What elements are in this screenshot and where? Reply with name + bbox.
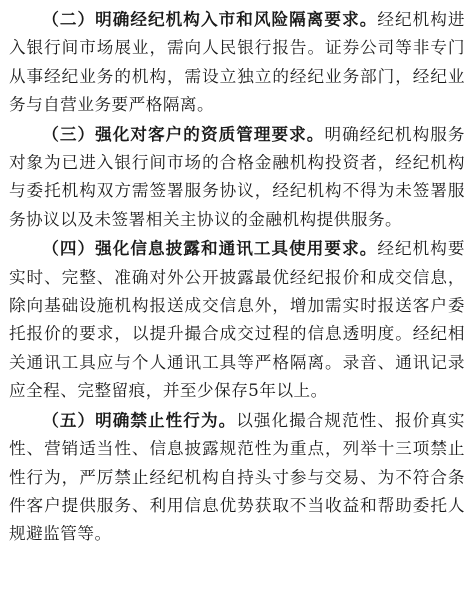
paragraph-broker-entry-isolation	[9, 5, 465, 120]
paragraph-body: 以强化撮合规范性、报价真实性、营销适当性、信息披露规范性为重点，列举十三项禁止性行为，严厉禁止经纪机构自持头寸参与交易、为不符合条件客户提供服务、利用信息优势获取不当收益和帮助委托人规避监管等。	[9, 410, 466, 544]
paragraph-body: 经纪机构要实时、完整、准确对外公开披露最优经纪报价和成交信息，除向基础设施机构报送成交信息外，增加需实时报送客户委托报价的要求，以提升撮合成交过程的信息透明度。经纪相关通讯工具应与个人通讯工具等严格隔离。录音、通讯记录应全程、完整留痕，并至少保存5年以上。	[9, 239, 466, 401]
section-heading: （三）强化对客户的资质管理要求。	[42, 123, 325, 144]
section-heading: （五）明确禁止性行为。	[42, 409, 237, 430]
paragraph-prohibited-conduct	[9, 406, 465, 549]
paragraph-client-qualification	[9, 120, 465, 235]
paragraph-body: 明确经纪机构服务对象为已进入银行间市场的合格金融机构投资者，经纪机构与委托机构双方需签署服务协议，经纪机构不得为未签署服务协议以及未签署相关主协议的金融机构提供服务。	[9, 124, 466, 229]
section-heading: （四）强化信息披露和通讯工具使用要求。	[42, 238, 378, 259]
section-heading: （二）明确经纪机构入市和风险隔离要求。	[42, 9, 378, 29]
paragraph-body: 经纪机构进入银行间市场展业，需向人民银行报告。证券公司等非专门从事经纪业务的机构，需设立独立的经纪业务部门，经纪业务与自营业务要严格隔离。	[9, 10, 466, 115]
paragraph-disclosure-communication	[9, 234, 465, 405]
